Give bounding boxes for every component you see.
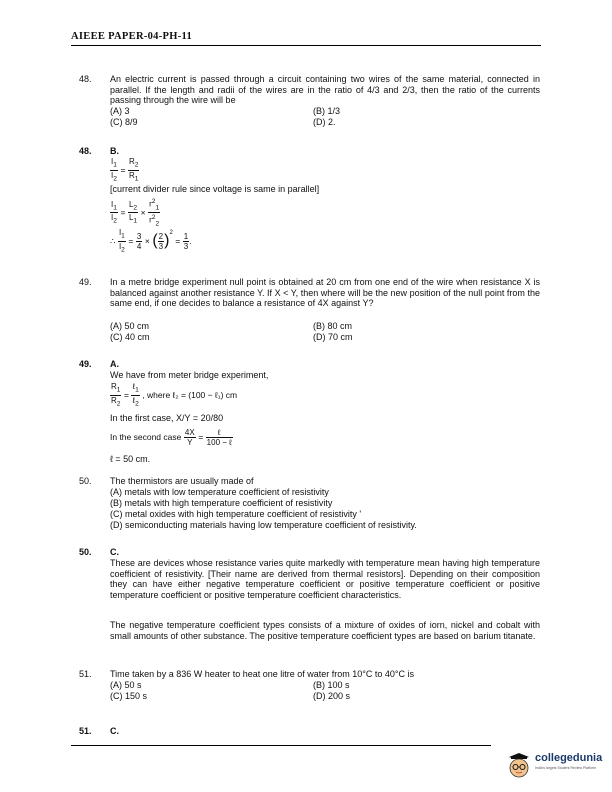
option-b: (B) metals with high temperature coefficient of resistivity	[110, 498, 333, 508]
options-row	[110, 321, 540, 332]
option-a: (A) metals with low temperature coefficient of resistivity	[110, 487, 329, 497]
options-row	[110, 680, 540, 691]
option-a: (A) 50 cm	[110, 321, 150, 331]
answer-number: 48.	[79, 146, 92, 156]
footer-rule	[71, 745, 491, 746]
answer-result: ℓ = 50 cm.	[110, 454, 151, 464]
option-c: (C) 150 s	[110, 691, 148, 701]
brand-tagline: India's largest Student Review Platform	[535, 766, 596, 770]
option-c: (C) 40 cm	[110, 332, 150, 342]
option-d: (D) 200 s	[313, 691, 351, 701]
formula-bridge: $\frac{R_1}{R_2}$ = $\frac{\ell_1}{\ell_2}$ , where ℓ₂ = (100 − ℓ₁) cm	[111, 382, 238, 408]
header-rule	[71, 45, 541, 46]
formula-current-ratio: $\frac{I_1}{I_2}$ = $\frac{R_2}{R_1}$	[111, 157, 139, 183]
formula-result: ∴ $\frac{I_1}{I_2}$ = $\frac{3}{4}$ × ( $\frac{2}{3}$ )$^2$ = $\frac{1}{3}$ .	[110, 228, 192, 254]
option-d: (D) 2.	[313, 117, 336, 127]
answer-letter: B.	[110, 146, 119, 156]
page-header-title: AIEEE PAPER-04-PH-11	[71, 31, 193, 42]
answer-paragraph: The negative temperature coefficient types consists of a mixture of oxides of iorn, nickel and cobalt with small amounts of other substance. The positive temperature coefficient types are based on barium titanate.	[110, 620, 540, 641]
options-row	[110, 117, 540, 128]
answer-letter: A.	[110, 359, 119, 369]
option-c: (C) metal oxides with high temperature coefficient of resistivity '	[110, 509, 362, 519]
option-d: (D) 70 cm	[313, 332, 353, 342]
question-text: Time taken by a 836 W heater to heat one litre of water from 10°C to 40°C is	[110, 669, 415, 679]
question-number: 50.	[79, 476, 92, 486]
answer-number: 50.	[79, 547, 92, 557]
answer-letter: C.	[110, 547, 119, 557]
brand-name: collegedunia	[535, 752, 603, 764]
option-a: (A) 50 s	[110, 680, 142, 690]
answer-number: 49.	[79, 359, 92, 369]
option-b: (B) 100 s	[313, 680, 350, 690]
option-d: (D) semiconducting materials having low temperature coefficient of resistivity.	[110, 520, 417, 530]
options-row	[110, 106, 540, 117]
question-number: 49.	[79, 277, 92, 287]
option-b: (B) 80 cm	[313, 321, 353, 331]
answer-line: We have from meter bridge experiment,	[110, 370, 269, 380]
option-c: (C) 8/9	[110, 117, 138, 127]
option-b: (B) 1/3	[313, 106, 341, 116]
answer-note: [current divider rule since voltage is same in parallel]	[110, 184, 320, 194]
question-number: 51.	[79, 669, 92, 679]
question-text: An electric current is passed through a circuit containing two wires of the same material, connected in parallel. If the length and radii of the wires are in the ratio of 4/3 and 2/3, then the ratio of the currents passing through the wire will be	[110, 74, 540, 106]
options-row	[110, 691, 540, 702]
question-text: In a metre bridge experiment null point is obtained at 20 cm from one end of the wire when resistance X is balanced against another resistance Y. If X < Y, then where will be the new position of the null point from the same end, if one decides to balance a resistance of 4X against Y?	[110, 277, 540, 309]
question-number: 48.	[79, 74, 92, 84]
answer-line: In the first case, X/Y = 20/80	[110, 413, 224, 423]
question-text: The thermistors are usually made of	[110, 476, 254, 486]
formula-second-case: In the second case $\frac{4X}{Y}$ = $\frac{\text{ℓ}}{\text{100 − ℓ}}$	[110, 428, 232, 447]
formula-length-radius: $\frac{I_1}{I_2}$ = $\frac{L_2}{L_1}$ × $\frac{r^2_1}{r^2_2}$	[111, 198, 160, 228]
option-a: (A) 3	[110, 106, 130, 116]
options-row	[110, 332, 540, 343]
answer-paragraph: These are devices whose resistance varies quite markedly with temperature mean having high temperature coefficient of resistivity. [Their name are derived from thermal resistors]. Depending on their composition they can have either negative temperature coefficient or positive temperature coefficient or positive temperature coefficient or positive temperature coefficient characteristics.	[110, 558, 540, 600]
answer-letter: C.	[110, 726, 119, 736]
answer-number: 51.	[79, 726, 92, 736]
